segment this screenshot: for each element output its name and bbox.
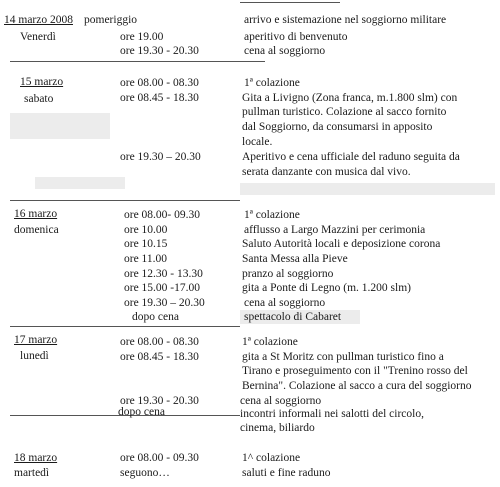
activity: arrivo e sistemazione nel soggiorno militare — [244, 14, 447, 26]
day-weekday: domenica — [14, 224, 59, 236]
activity: cinema, biliardo — [240, 422, 315, 434]
day-date: 18 marzo — [14, 452, 58, 464]
time: ore 08.00 - 08.30 — [120, 77, 199, 89]
day-weekday: martedì — [14, 467, 50, 479]
activity: locale. — [242, 136, 273, 148]
time: ore 12.30 - 13.30 — [124, 268, 203, 280]
activity: Tirano e proseguimento con il "Trenino rosso del — [242, 365, 468, 377]
activity: pranzo al soggiorno — [242, 268, 334, 280]
time: ore 08.45 - 18.30 — [120, 92, 199, 104]
time: seguono… — [120, 467, 170, 479]
activity: Saluto Autorità locali e deposizione corona — [242, 238, 441, 250]
activity: cena al soggiorno — [244, 297, 326, 309]
activity: 1ª colazione — [244, 77, 300, 89]
time: ore 10.15 — [124, 238, 168, 250]
top-rule — [240, 2, 340, 3]
activity: incontri informali nei salotti del circolo, — [240, 408, 424, 420]
day-part: pomeriggio — [84, 14, 138, 26]
activity: 1ª colazione — [244, 209, 300, 221]
day-date: 17 marzo — [14, 334, 58, 346]
time: ore 15.00 -17.00 — [124, 282, 201, 294]
time: ore 08.00 - 08.30 — [120, 336, 199, 348]
day-date: 15 marzo — [20, 76, 64, 88]
background-shade — [35, 177, 125, 189]
activity: aperitivo di benvenuto — [244, 31, 348, 43]
activity: Bernina". Colazione al sacco a cura del soggiorno — [242, 380, 472, 392]
day-date: 14 marzo 2008 — [4, 14, 73, 26]
activity: afflusso a Largo Mazzini per cerimonia — [244, 224, 426, 236]
time: dopo cena — [118, 406, 165, 418]
time: ore 19.00 — [120, 31, 164, 43]
day-weekday: Venerdì — [20, 31, 56, 43]
time: ore 19.30 – 20.30 — [124, 297, 205, 309]
activity: serata danzante con musica dal vivo. — [242, 166, 411, 178]
day-weekday: lunedì — [20, 350, 49, 362]
activity: Gita a Livigno (Zona franca, m.1.800 slm) con — [242, 92, 458, 104]
activity: gita a St Moritz con pullman turistico fino a — [242, 351, 444, 363]
time: dopo cena — [132, 311, 179, 323]
activity: spettacolo di Cabaret — [244, 311, 342, 323]
activity: cena al soggiorno — [240, 395, 322, 407]
activity: 1^ colazione — [242, 452, 301, 464]
day-separator — [10, 200, 240, 201]
time: ore 10.00 — [124, 224, 168, 236]
day-separator — [10, 61, 265, 62]
activity: Santa Messa alla Pieve — [242, 253, 348, 265]
time: ore 11.00 — [124, 253, 168, 265]
activity: 1ª colazione — [242, 336, 298, 348]
activity: pullman turistico. Colazione al sacco fornito — [242, 106, 447, 118]
day-separator — [10, 326, 240, 327]
time: ore 08.45 - 18.30 — [120, 351, 199, 363]
activity: gita a Ponte di Legno (m. 1.200 slm) — [242, 282, 411, 294]
activity: cena al soggiorno — [244, 45, 326, 57]
activity: Aperitivo e cena ufficiale del raduno seguita da — [242, 151, 460, 163]
time: ore 19.30 - 20.30 — [120, 45, 199, 57]
background-shade — [10, 113, 110, 139]
time: ore 08.00- 09.30 — [124, 209, 201, 221]
time: ore 19.30 – 20.30 — [120, 151, 201, 163]
day-weekday: sabato — [24, 93, 54, 105]
background-shade — [240, 183, 495, 195]
activity: saluti e fine raduno — [242, 467, 331, 479]
time: ore 19.30 - 20.30 — [120, 395, 199, 407]
day-date: 16 marzo — [14, 208, 58, 220]
activity: dal Soggiorno, da consumarsi in apposito — [242, 121, 433, 133]
time: ore 08.00 - 09.30 — [120, 452, 199, 464]
